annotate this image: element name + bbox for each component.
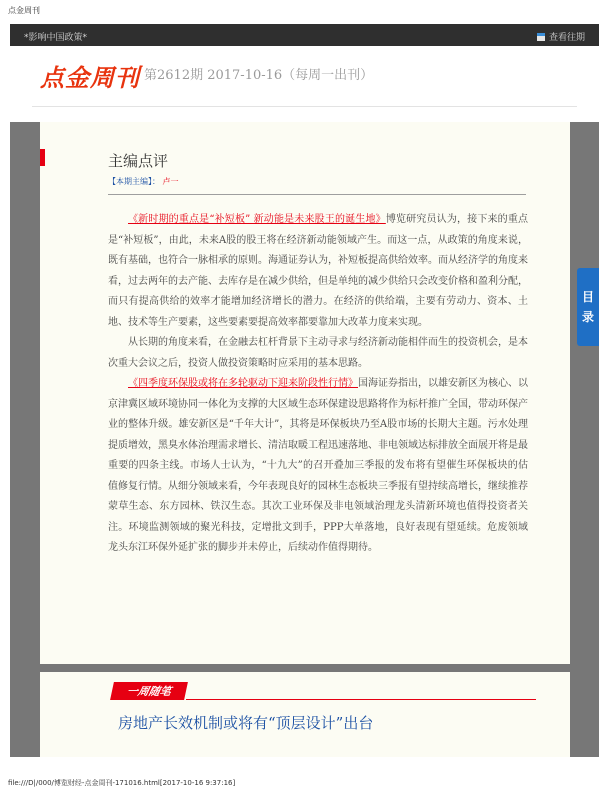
paragraph-3 — [108, 374, 528, 559]
table-of-contents-tab[interactable] — [577, 268, 599, 346]
editor-label: 【本期主编】： — [108, 177, 160, 186]
issue-info: 第2612期 2017-10-16（每周一出刊） — [144, 68, 374, 83]
title-divider — [108, 194, 526, 195]
toc-char-2: 录 — [581, 310, 594, 324]
article-link-1[interactable]: 《新时期的重点是“补短板” 新动能是未来股王的诞生地》 — [128, 214, 386, 225]
print-footer: file:///D|/000/博览财经-点金周刊-171016.html[2017-10-16 9:37:16] — [8, 779, 236, 787]
newsletter-frame — [10, 24, 599, 757]
print-header: 点金周刊 — [8, 6, 40, 15]
paragraph-2: 从长期的角度来看，在金融去杠杆背景下主动寻求与经济新动能相伴而生的投资机会，是本次重大会议之后，投资人做投资策略时应采用的基本思路。 — [108, 337, 528, 369]
essay-title-link[interactable]: 房地产长效机制或将有“顶层设计”出台 — [118, 714, 374, 732]
slogan: *影响中国政策* — [24, 33, 88, 43]
logo: 点金周刊 — [40, 64, 140, 92]
editor-name: 卢一 — [162, 177, 179, 186]
paragraph-3-text: 国海证券指出，以雄安新区为核心、以京津冀区域环境协同一体化为支撑的大区域生态环保建设思路将作为标杆推广全国，带动环保产业的整体升级。雄安新区是“千年大计”，其将是环保板块乃至A股市场的长期大主题。污水处理提质增效，黑臭水体治理需求增长、清洁取暖工程迅速落地、非电领域达标排放全面展开将是最重要的四条主线。市场人士认为，“十九大”的召开叠加三季报的发布将有望催生环保板块的估值修复行情。从细分领域来看，今年表现良好的园林生态板块三季报有望持续高增长，继续推荐蒙草生态、东方园林、铁汉生态。其次工业环保及非电领域治理龙头清新环境也值得投资者关注。环境监测领域的聚光科技，定增批文到手，PPP大单落地，良好表现有望延续。危废领域龙头东江环保外延扩张的脚步并未停止，后续动作值得期待。 — [108, 378, 528, 553]
paragraph-1 — [108, 210, 528, 333]
archive-label[interactable]: 查看往期 — [548, 33, 585, 43]
top-bar — [10, 24, 599, 46]
editorial-card — [40, 122, 570, 664]
archive-link[interactable] — [537, 30, 585, 43]
article-body — [108, 210, 528, 559]
toc-char-1: 目 — [581, 290, 594, 304]
editor-credit — [108, 176, 179, 187]
masthead — [10, 46, 599, 122]
tag-underline — [186, 699, 536, 700]
weekly-essay-tag: 一周随笔 — [110, 682, 188, 700]
article-link-2[interactable]: 《四季度环保股或将在多轮驱动下迎来阶段性行情》 — [128, 378, 358, 389]
section-marker — [40, 149, 45, 166]
calendar-icon — [537, 33, 545, 41]
weekly-essay-card — [40, 672, 570, 757]
masthead-divider — [32, 106, 577, 107]
section-title: 主编点评 — [108, 152, 169, 170]
paragraph-1-text: 博览研究员认为，接下来的重点是“补短板”，由此，未来A股的股王将在经济新动能领域产生。而这一点，从政策的角度来说，既有基础，也符合一脉相承的原则。海通证券认为，补短板提高供给效率。而从经济学的角度来看，过去两年的去产能、去库存是在减少供给，但是单纯的减少供给只会改变价格和盈利分配，而只有提高供给的效率才能增加经济增长的潜力。在经济的供给端，主要有劳动力、资本、土地、技术等生产要素，这些要素要提高效率都要靠加大改革力度来实现。 — [108, 214, 529, 328]
